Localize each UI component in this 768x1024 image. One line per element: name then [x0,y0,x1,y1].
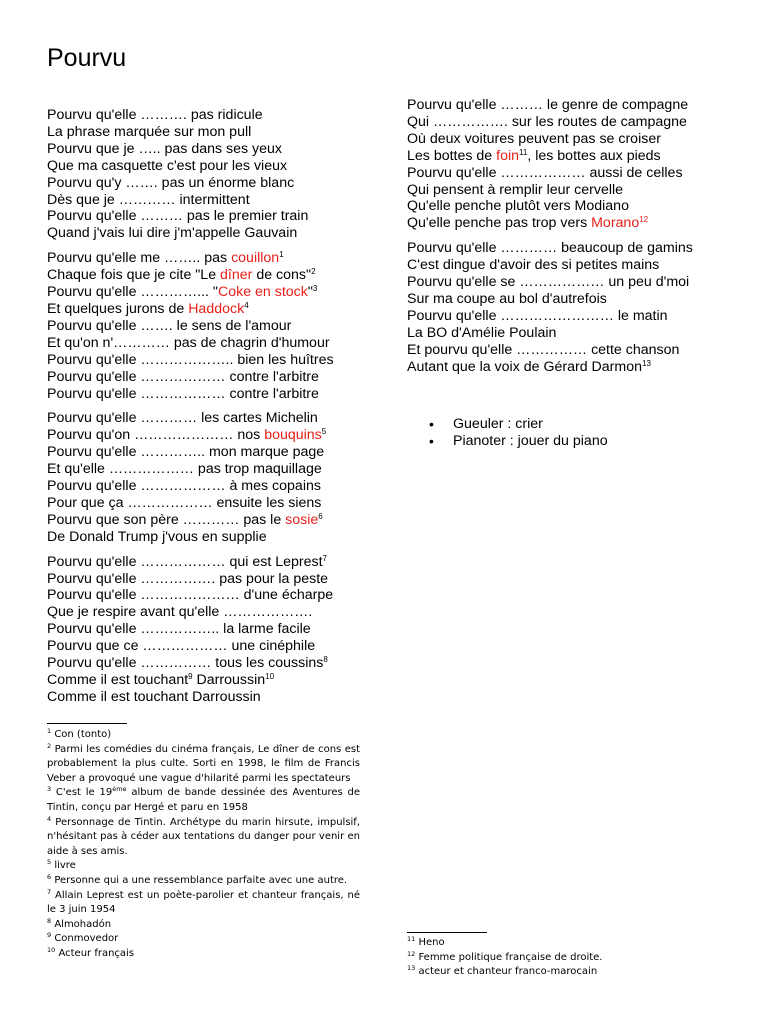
glossary-text: Gueuler : crier [453,416,543,432]
highlighted-word: foin [496,147,520,164]
footnote [47,918,360,933]
text-run: Quand j'vais lui dire j'm'appelle Gauvain [47,225,298,242]
stanza [47,410,377,545]
text-run: Pourvu qu'elle ……. le sens de l'amour [47,317,292,334]
footnote-ref: 9 [188,672,193,681]
footnote-ref: 1 [279,250,284,260]
bullet-icon: • [429,416,434,432]
lyric-line [407,291,737,308]
lyric-line [407,131,737,148]
footnote [47,728,360,743]
text-run: Dès que je ………… intermittent [47,191,250,208]
footnote-ref: 10 [265,672,275,681]
text-run: C'est dingue d'avoir des si petites mains [407,257,660,274]
text-run: Que je respire avant qu'elle ………………. [47,604,313,621]
footnote-ref: 6 [47,872,52,881]
lyric-line [47,638,377,655]
lyric-line [47,107,377,124]
stanza [47,107,377,242]
text-run: Les bottes de [407,147,497,164]
lyric-line [407,165,737,182]
lyric-line [47,444,377,461]
lyric-line [407,257,737,274]
text-run: Pourvu que je ….. pas dans ses yeux [47,140,283,157]
text-run: Pourvu qu'elle ……… pas le premier train [47,208,309,225]
lyric-line [47,571,377,588]
text-run: Acteur français [55,947,135,959]
glossary-text: Pianoter : jouer du piano [453,433,608,449]
text-run: Et qu'elle ……………… pas trop maquillage [47,461,322,478]
lyric-line [407,240,737,257]
lyric-line [47,318,377,335]
footnote-ref: 2 [311,267,316,277]
text-run: Pourvu qu'y ……. pas un énorme blanc [47,174,295,191]
footnote-ref: 11 [519,147,528,157]
footnote-ref: 11 [407,935,416,943]
lyric-line [407,274,737,291]
text-run: Pourvu qu'elle ……………… qui est Leprest [47,553,323,570]
footnote [47,932,360,947]
footnote [407,965,727,980]
lyric-line [47,225,377,242]
text-run: " [307,284,313,301]
text-run: Qu'elle penche plutôt vers Modiano [407,198,629,215]
footnote-separator [407,932,487,933]
footnote [47,874,360,889]
text-run: Et qu'on n'………… pas de chagrin d'humour [47,334,330,351]
lyric-line [47,250,377,267]
lyric-line [407,198,737,215]
text-run: Pourvu qu'elle ………… beaucoup de gamins [407,240,693,257]
lyric-line [407,342,737,359]
footnote [47,859,360,874]
text-run: Pour que ça ……………… ensuite les siens [47,494,322,511]
text-run: Pourvu que son père ………… pas le [47,511,286,528]
lyric-line [47,621,377,638]
lyric-line [407,215,737,232]
footnote-ref: 7 [47,887,52,896]
footnote-ref: 8 [47,916,52,925]
footnote-ref: 10 [47,945,56,954]
text-run: De Donald Trump j'vous en supplie [47,528,267,545]
text-run: Autant que la voix de Gérard Darmon [407,358,643,375]
footnote-separator [47,723,127,724]
text-run: de cons" [252,267,312,284]
text-run: livre [51,860,76,872]
footnote-ref: 5 [47,858,52,867]
lyric-line [47,192,377,209]
text-run: Parmi les comédies du cinéma français, Le dîner de cons est probablement la plus culte. Sorti en 1998, le film de Francis Veber a provoqué une vague d'hilarité parmi les spectateurs [47,743,360,784]
footnote-ref: 6 [318,511,323,521]
glossary-item [407,416,727,433]
text-run: Femme politique française de droite. [415,951,603,963]
bullet-icon: • [429,433,434,449]
text-run: , les bottes aux pieds [527,147,661,164]
footnote-ref: 1 [47,727,52,735]
footnote-ref: 2 [47,741,52,750]
lyric-line [47,352,377,369]
text-run: Pourvu qu'elle ………. pas ridicule [47,107,263,123]
text-run: Pourvu qu'elle …………….. la larme facile [47,621,311,638]
text-run: Chaque fois que je cite "Le [47,267,221,284]
text-run: Pourvu qu'elle …………… tous les coussins [47,655,324,672]
text-run: Pourvu qu'elle …………………… le matin [407,307,668,324]
text-run: Personne qui a une ressemblance parfaite avec une autre. [51,874,348,886]
lyric-line [47,284,377,301]
highlighted-word: bouquins [264,427,322,444]
stanza [47,250,377,402]
text-run: Allain Leprest est un poète-parolier et chanteur français, né le 3 juin 1954 [47,889,360,916]
lyrics-column-left [47,107,377,714]
footnote-ref: 5 [321,427,327,437]
lyric-line [47,267,377,284]
footnote [47,947,360,962]
lyric-line [407,308,737,325]
highlighted-word: Morano [591,215,640,232]
text-run: Pourvu qu'elle ……………… contre l'arbitre [47,368,319,385]
highlighted-word: couillon [231,250,280,267]
lyrics-column-right [407,97,737,384]
lyric-line [47,141,377,158]
text-run: Almohadón [51,918,112,930]
highlighted-word: dîner [220,267,253,284]
lyric-line [47,461,377,478]
lyric-line [47,369,377,386]
footnote [407,951,727,966]
lyric-line [47,124,377,141]
footnote [47,816,360,860]
text-run: Comme il est touchant Darroussin [47,688,261,705]
text-run: La phrase marquée sur mon pull [47,123,252,140]
lyric-line [47,158,377,175]
footnote-ref: 12 [639,215,649,225]
lyric-line [47,689,377,706]
stanza [47,554,377,706]
text-run: Pourvu qu'elle me …….. pas [47,250,232,267]
text-run: Qui pensent à remplir leur cervelle [407,181,624,198]
lyric-line [47,512,377,529]
footnote-ref: 9 [47,931,52,940]
footnote-ref: 13 [407,964,416,973]
text-run: Pourvu qu'elle ………………… d'une écharpe [47,587,334,604]
lyric-line [47,208,377,225]
text-run: Comme il est touchant [47,672,189,688]
highlighted-word: Coke en stock [217,284,308,301]
lyric-line [407,359,737,376]
text-run: Pourvu qu'elle ……………….. bien les huîtres [47,351,334,368]
text-run: Qui ……………. sur les routes de campagne [407,113,687,130]
footnote-ref: 3 [312,284,318,294]
footnote [407,936,727,951]
highlighted-word: Haddock [188,300,245,317]
text-run: Con (tonto) [51,729,112,740]
text-run: Pourvu qu'on ………………… nos [47,427,265,444]
text-run: Où deux voitures peuvent pas se croiser [407,130,661,147]
text-run: Qu'elle penche pas trop vers [407,215,592,232]
highlighted-word: sosie [285,511,319,528]
text-run: C'est le 19 [51,787,113,799]
text-run: Et quelques jurons de [47,300,189,317]
footnote-ref: 12 [407,949,416,958]
glossary-list [407,416,727,450]
text-run: Darroussin [192,672,266,688]
footnote [47,786,360,815]
text-run: Pourvu qu'elle ………….. mon marque page [47,444,325,461]
text-run: Pourvu qu'elle ……………… aussi de celles [407,164,683,181]
page-title: Pourvu [47,44,127,72]
footnote-ref: 3 [47,785,52,794]
footnotes-left [47,728,360,962]
lyric-line [47,495,377,512]
text-run: Pourvu qu'elle ……… le genre de compagne [407,97,689,113]
lyric-line [47,386,377,403]
lyric-line [47,529,377,546]
footnote-ref: ème [112,785,127,794]
lyric-line [407,114,737,131]
text-run: Pourvu qu'elle ……………… à mes copains [47,478,321,495]
lyric-line [47,301,377,318]
footnote-ref: 7 [322,553,327,563]
text-run: Pourvu qu'elle …………... " [47,284,218,301]
lyric-line [47,587,377,604]
lyric-line [47,672,377,689]
text-run: Heno [415,937,445,948]
footnote-ref: 13 [642,358,651,368]
lyric-line [47,554,377,571]
lyric-line [47,335,377,352]
footnote-ref: 4 [244,300,249,310]
glossary-item [407,433,727,450]
lyric-line [407,97,737,114]
footnote-ref: 8 [323,655,328,665]
text-run: Que ma casquette c'est pour les vieux [47,157,288,174]
text-run: Personnage de Tintin. Archétype du marin hirsute, impulsif, n'hésitant pas à céder aux tentations du danger pour venir en aide à ses amis. [47,816,360,857]
text-run: Pourvu qu'elle ………… les cartes Michelin [47,410,318,427]
lyric-line [47,175,377,192]
lyric-line [407,325,737,342]
lyric-line [407,148,737,165]
lyric-line [47,655,377,672]
text-run: Et pourvu qu'elle …………… cette chanson [407,341,680,358]
lyric-line [47,427,377,444]
stanza [407,97,737,232]
text-run: Pourvu qu'elle se ……………… un peu d'moi [407,274,690,291]
lyric-line [47,604,377,621]
lyric-line [47,410,377,427]
footnotes-right [407,936,727,980]
lyric-line [47,478,377,495]
footnote [47,889,360,918]
text-run: Sur ma coupe au bol d'autrefois [407,290,607,307]
text-run: La BO d'Amélie Poulain [407,324,557,341]
text-run: Pourvu qu'elle ……………… contre l'arbitre [47,385,319,402]
stanza [407,240,737,375]
footnote [47,743,360,787]
text-run: Pourvu que ce ……………… une cinéphile [47,638,316,655]
lyric-line [407,182,737,199]
text-run: album de bande dessinée des Aventures de Tintin, conçu par Hergé et paru en 1958 [47,787,360,813]
text-run: acteur et chanteur franco-marocain [415,966,598,978]
text-run: Conmovedor [51,933,119,945]
text-run: Pourvu qu'elle ……………. pas pour la peste [47,570,329,587]
footnote-ref: 4 [47,814,52,823]
